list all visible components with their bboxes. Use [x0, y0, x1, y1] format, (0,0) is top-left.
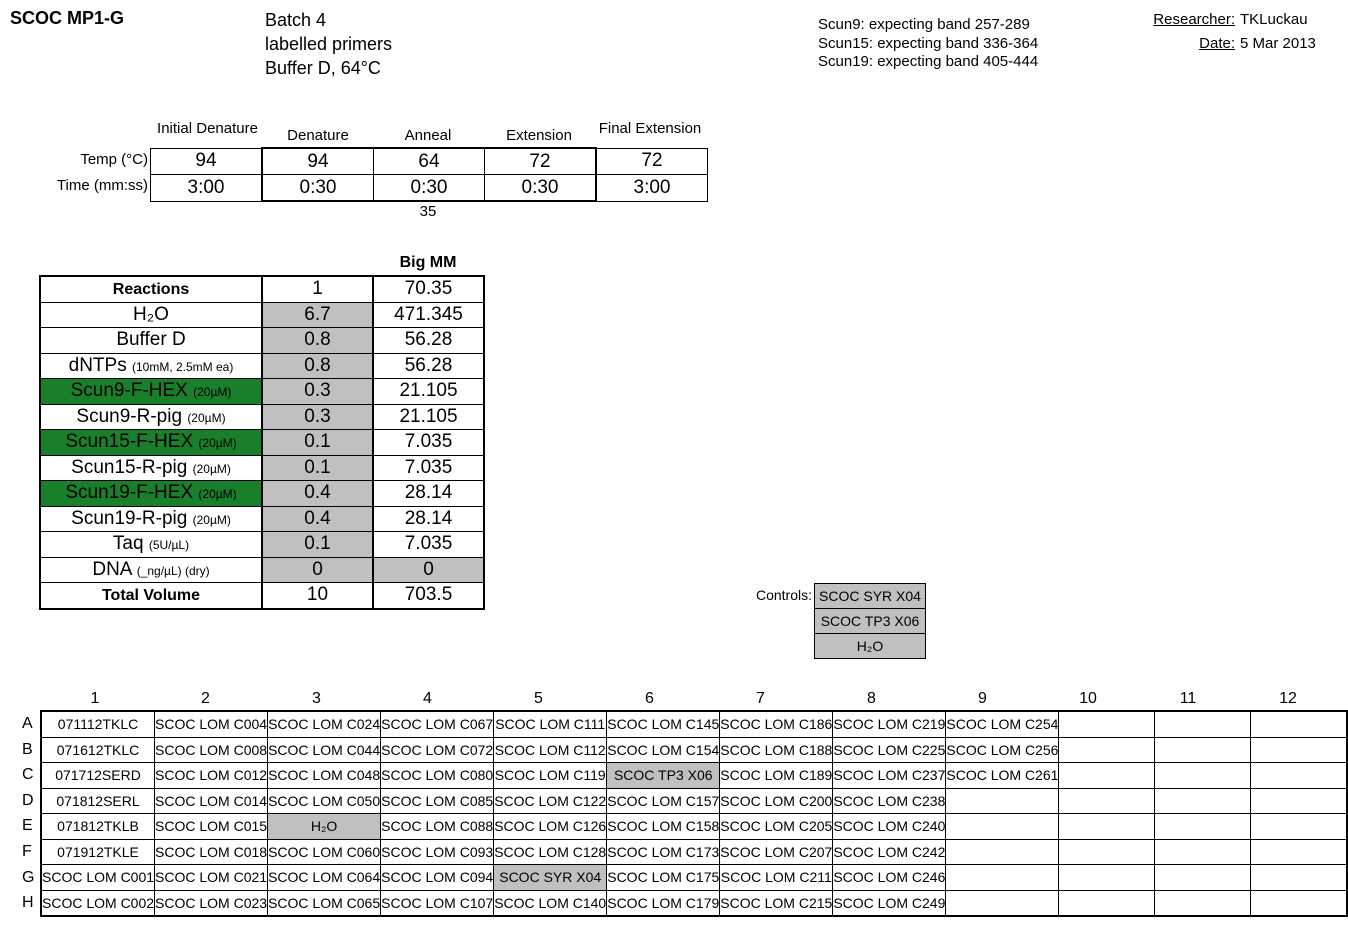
- control-cell: H₂O: [815, 634, 926, 659]
- plate-well: [1251, 839, 1347, 865]
- plate-well: SCOC LOM C173: [607, 839, 720, 865]
- plate-well: SCOC LOM C001: [41, 865, 155, 891]
- batch-info: [265, 8, 392, 80]
- plate-column-label: 1: [90, 690, 100, 707]
- plate-well: SCOC LOM C107: [381, 890, 494, 916]
- reagent-label: Taq: [112, 533, 144, 555]
- plate-row: [41, 788, 1347, 814]
- plate-row-label: E: [22, 817, 33, 835]
- single-volume: 0.8: [262, 328, 373, 354]
- plate-well: SCOC LOM C112: [494, 737, 607, 763]
- plate-well: [1155, 865, 1251, 891]
- cyc-header-initial: Initial Denature: [157, 120, 258, 137]
- plate-well: SCOC LOM C050: [268, 788, 381, 814]
- band-line: Scun15: expecting band 336-364: [818, 34, 1039, 52]
- reagent-label: Scun9-F-HEX: [70, 380, 188, 402]
- plate-well: SCOC LOM C094: [381, 865, 494, 891]
- plate-well: SCOC LOM C140: [494, 890, 607, 916]
- plate-well: 071912TKLE: [41, 839, 155, 865]
- plate-well: SCOC LOM C023: [155, 890, 268, 916]
- plate-row-label: B: [22, 740, 33, 758]
- plate-well: SCOC LOM C048: [268, 763, 381, 789]
- reagent-name: [40, 404, 262, 430]
- plate-table: [40, 710, 1348, 917]
- plate-well: [1155, 711, 1251, 737]
- plate-column-label: 9: [978, 690, 987, 707]
- plate-well: SCOC LOM C240: [833, 814, 946, 840]
- plate-well: SCOC LOM C188: [720, 737, 833, 763]
- single-volume: 0.4: [262, 481, 373, 507]
- band-line: Scun9: expecting band 257-289: [818, 16, 1030, 33]
- mastermix-row: [40, 430, 484, 456]
- plate-well: SCOC LOM C008: [155, 737, 268, 763]
- single-volume: 0.1: [262, 455, 373, 481]
- single-volume: 0.8: [262, 353, 373, 379]
- temp-cell: 64: [374, 148, 485, 175]
- plate-well: [1059, 839, 1155, 865]
- plate-well: SCOC LOM C002: [41, 890, 155, 916]
- researcher-value: TKLuckau: [1240, 11, 1308, 28]
- plate-column-label: 11: [1179, 690, 1197, 707]
- big-mm-volume: 7.035: [373, 532, 484, 558]
- time-cell: 3:00: [596, 175, 708, 202]
- mastermix-row: [40, 455, 484, 481]
- reagent-label: Buffer D: [116, 329, 186, 351]
- reagent-name: [40, 379, 262, 405]
- reagent-unit: (5U/µL): [148, 538, 190, 553]
- mastermix-row: [40, 404, 484, 430]
- reagent-label: H₂O: [133, 303, 169, 325]
- plate-well: SCOC LOM C014: [155, 788, 268, 814]
- reagent-name: [40, 506, 262, 532]
- plate-well: [1155, 737, 1251, 763]
- mastermix-row: [40, 583, 484, 609]
- plate-well: [946, 788, 1059, 814]
- big-mm-volume: 471.345: [373, 302, 484, 328]
- expected-bands: [818, 16, 1038, 72]
- plate-well: [1251, 711, 1347, 737]
- single-volume: 6.7: [262, 302, 373, 328]
- plate-well: SCOC LOM C085: [381, 788, 494, 814]
- plate-row: [41, 890, 1347, 916]
- temp-cell: 94: [151, 148, 263, 175]
- plate-well: SCOC LOM C080: [381, 763, 494, 789]
- plate-well: 071112TKLC: [41, 711, 155, 737]
- plate-well: SCOC LOM C249: [833, 890, 946, 916]
- plate-well: SCOC LOM C004: [155, 711, 268, 737]
- reagent-name: [40, 455, 262, 481]
- plate-well: [946, 890, 1059, 916]
- plate-well: [1251, 737, 1347, 763]
- plate-well: SCOC LOM C065: [268, 890, 381, 916]
- big-mm-volume: 56.28: [373, 353, 484, 379]
- plate-well: SCOC LOM C207: [720, 839, 833, 865]
- cyc-header-denature: Denature: [287, 127, 349, 144]
- big-mm-volume: 7.035: [373, 455, 484, 481]
- document-title: SCOC MP1-G: [10, 8, 125, 28]
- plate-column-label: 6: [645, 690, 654, 707]
- plate-well: [1155, 814, 1251, 840]
- reagent-name: [40, 302, 262, 328]
- temp-cell: 72: [596, 148, 708, 175]
- plate-well: SCOC LOM C067: [381, 711, 494, 737]
- temp-cell: 72: [485, 148, 597, 175]
- big-mm-volume: 7.035: [373, 430, 484, 456]
- plate-well: SCOC TP3 X06: [607, 763, 720, 789]
- reagent-label: Scun19-F-HEX: [65, 482, 194, 504]
- reagent-name: [40, 276, 262, 302]
- reagent-name: [40, 328, 262, 354]
- mastermix-row: [40, 302, 484, 328]
- mastermix-row: [40, 557, 484, 583]
- plate-column-label: 5: [534, 690, 543, 707]
- plate-column-label: 4: [423, 690, 432, 707]
- reagent-unit: (_ng/µL) (dry): [136, 563, 210, 578]
- reagent-label: Reactions: [112, 281, 190, 299]
- plate-well: SCOC LOM C093: [381, 839, 494, 865]
- plate-well: [1059, 711, 1155, 737]
- researcher-block: [1100, 8, 1316, 56]
- reagent-name: [40, 481, 262, 507]
- single-volume: 0.4: [262, 506, 373, 532]
- big-mm-volume: 21.105: [373, 404, 484, 430]
- plate-well: SCOC LOM C256: [946, 737, 1059, 763]
- plate-row: [41, 763, 1347, 789]
- plate-row-label: C: [22, 766, 34, 784]
- batch-line: Batch 4: [265, 10, 327, 30]
- mastermix-row: [40, 532, 484, 558]
- plate-well: 071812TKLB: [41, 814, 155, 840]
- plate-well: SCOC LOM C024: [268, 711, 381, 737]
- big-mm-volume: 70.35: [373, 276, 484, 302]
- plate-well: [1059, 788, 1155, 814]
- mastermix-row: [40, 481, 484, 507]
- date-value: 5 Mar 2013: [1240, 35, 1316, 52]
- plate-well: SCOC LOM C246: [833, 865, 946, 891]
- plate-well: 071812SERL: [41, 788, 155, 814]
- plate-well: [1059, 865, 1155, 891]
- plate-well: SCOC LOM C145: [607, 711, 720, 737]
- reagent-label: Scun15-F-HEX: [65, 431, 194, 453]
- control-cell: SCOC SYR X04: [815, 584, 926, 609]
- plate-well: SCOC LOM C237: [833, 763, 946, 789]
- big-mm-label: Big MM: [399, 254, 457, 271]
- plate-row-label: G: [22, 868, 35, 886]
- plate-well: SCOC LOM C215: [720, 890, 833, 916]
- plate-well: SCOC LOM C072: [381, 737, 494, 763]
- time-cell: 3:00: [151, 175, 263, 202]
- plate-well: H₂O: [268, 814, 381, 840]
- plate-well: [1059, 763, 1155, 789]
- plate-well: [1155, 839, 1251, 865]
- plate-well: SCOC LOM C242: [833, 839, 946, 865]
- plate-well: [1251, 814, 1347, 840]
- reagent-label: dNTPs: [68, 354, 127, 376]
- plate-well: SCOC LOM C128: [494, 839, 607, 865]
- plate-well: SCOC LOM C158: [607, 814, 720, 840]
- plate-well: SCOC LOM C044: [268, 737, 381, 763]
- reagent-unit: (20µM): [187, 410, 226, 425]
- plate-well: [946, 865, 1059, 891]
- time-row-label: Time (mm:ss): [56, 177, 148, 194]
- cycle-count: 35: [419, 203, 437, 220]
- plate-well: SCOC LOM C175: [607, 865, 720, 891]
- time-cell: 0:30: [485, 175, 597, 202]
- plate-row-label: F: [22, 842, 32, 860]
- plate-column-label: 3: [312, 690, 321, 707]
- plate-well: SCOC LOM C119: [494, 763, 607, 789]
- plate-well: SCOC SYR X04: [494, 865, 607, 891]
- plate-well: SCOC LOM C064: [268, 865, 381, 891]
- plate-well: SCOC LOM C088: [381, 814, 494, 840]
- plate-well: [946, 839, 1059, 865]
- reagent-label: DNA: [92, 558, 132, 580]
- plate-row-labels: [22, 711, 34, 916]
- reagent-name: [40, 353, 262, 379]
- plate-column-label: 10: [1079, 690, 1097, 707]
- band-line: Scun19: expecting band 405-444: [818, 53, 1039, 70]
- plate-well: SCOC LOM C060: [268, 839, 381, 865]
- control-cell: SCOC TP3 X06: [815, 609, 926, 634]
- temp-cell: 94: [262, 148, 374, 175]
- plate-well: SCOC LOM C225: [833, 737, 946, 763]
- reagent-name: [40, 557, 262, 583]
- batch-line: Buffer D, 64°C: [265, 58, 381, 78]
- mastermix-row: [40, 379, 484, 405]
- reagent-unit: (20µM): [193, 385, 232, 400]
- plate-well: SCOC LOM C211: [720, 865, 833, 891]
- big-mm-volume: 0: [373, 557, 484, 583]
- reagent-name: [40, 583, 262, 609]
- plate-well: [1059, 814, 1155, 840]
- reagent-name: [40, 430, 262, 456]
- plate-well: SCOC LOM C111: [494, 711, 607, 737]
- plate-well: SCOC LOM C179: [607, 890, 720, 916]
- single-volume: 0: [262, 557, 373, 583]
- single-volume: 0.1: [262, 532, 373, 558]
- plate-well: [946, 814, 1059, 840]
- plate-column-label: 7: [756, 690, 765, 707]
- single-volume: 0.1: [262, 430, 373, 456]
- mastermix-row: [40, 328, 484, 354]
- reagent-unit: (20µM): [198, 436, 237, 451]
- plate-well: SCOC LOM C154: [607, 737, 720, 763]
- plate-well: 071612TKLC: [41, 737, 155, 763]
- plate-well: SCOC LOM C126: [494, 814, 607, 840]
- plate-well: SCOC LOM C012: [155, 763, 268, 789]
- big-mm-volume: 28.14: [373, 481, 484, 507]
- big-mm-volume: 56.28: [373, 328, 484, 354]
- mastermix-row: [40, 276, 484, 302]
- plate-column-label: 8: [867, 690, 876, 707]
- big-mm-volume: 21.105: [373, 379, 484, 405]
- plate-well: [1251, 865, 1347, 891]
- cyc-header-extension: Extension: [506, 127, 572, 144]
- reagent-label: Total Volume: [101, 587, 201, 605]
- reagent-unit: (20µM): [192, 512, 231, 527]
- plate-well: SCOC LOM C254: [946, 711, 1059, 737]
- big-mm-volume: 28.14: [373, 506, 484, 532]
- controls-label: Controls:: [755, 587, 812, 603]
- plate-well: SCOC LOM C261: [946, 763, 1059, 789]
- plate-well: [1059, 737, 1155, 763]
- plate-well: SCOC LOM C021: [155, 865, 268, 891]
- single-volume: 0.3: [262, 404, 373, 430]
- reagent-label: Scun19-R-pig: [71, 507, 188, 529]
- mastermix-row: [40, 353, 484, 379]
- plate-well: [1155, 890, 1251, 916]
- plate-row: [41, 711, 1347, 737]
- plate-row-label: D: [22, 791, 34, 809]
- plate-column-label: 2: [201, 690, 210, 707]
- plate-row: [41, 814, 1347, 840]
- plate-well: SCOC LOM C238: [833, 788, 946, 814]
- plate-row-label: H: [22, 894, 34, 912]
- plate-well: SCOC LOM C186: [720, 711, 833, 737]
- mastermix-table: [39, 275, 485, 610]
- plate-well: [1251, 788, 1347, 814]
- single-volume: 10: [262, 583, 373, 609]
- plate-well: [1155, 763, 1251, 789]
- reagent-label: Scun9-R-pig: [76, 405, 183, 427]
- plate-well: SCOC LOM C189: [720, 763, 833, 789]
- plate-well: [1251, 890, 1347, 916]
- time-cell: 0:30: [262, 175, 374, 202]
- plate-well: [1155, 788, 1251, 814]
- batch-line: labelled primers: [265, 34, 393, 54]
- date-label: Date:: [1199, 35, 1235, 52]
- cyc-header-anneal: Anneal: [404, 127, 452, 144]
- single-volume: 0.3: [262, 379, 373, 405]
- time-cell: 0:30: [374, 175, 485, 202]
- plate-well: SCOC LOM C205: [720, 814, 833, 840]
- researcher-label: Researcher:: [1153, 11, 1235, 28]
- plate-column-label: 12: [1279, 690, 1297, 707]
- plate-well: SCOC LOM C219: [833, 711, 946, 737]
- reagent-unit: (20µM): [198, 487, 237, 502]
- plate-well: 071712SERD: [41, 763, 155, 789]
- plate-column-headers: [40, 690, 1338, 708]
- plate-row: [41, 737, 1347, 763]
- reagent-unit: (20µM): [192, 461, 231, 476]
- reagent-label: Scun15-R-pig: [71, 456, 188, 478]
- plate-row: [41, 865, 1347, 891]
- plate-row: [41, 839, 1347, 865]
- mastermix-row: [40, 506, 484, 532]
- controls-table: [814, 583, 926, 659]
- plate-well: [1251, 763, 1347, 789]
- plate-well: SCOC LOM C015: [155, 814, 268, 840]
- plate-row-label: A: [22, 715, 33, 732]
- cycling-table: [150, 147, 708, 202]
- reagent-unit: (10mM, 2.5mM ea): [132, 359, 234, 374]
- plate-well: SCOC LOM C018: [155, 839, 268, 865]
- plate-well: [1059, 890, 1155, 916]
- plate-well: SCOC LOM C200: [720, 788, 833, 814]
- big-mm-volume: 703.5: [373, 583, 484, 609]
- single-volume: 1: [262, 276, 373, 302]
- plate-well: SCOC LOM C157: [607, 788, 720, 814]
- cyc-header-final: Final Extension: [598, 120, 702, 137]
- plate-well: SCOC LOM C122: [494, 788, 607, 814]
- reagent-name: [40, 532, 262, 558]
- temp-row-label: Temp (°C): [80, 151, 148, 168]
